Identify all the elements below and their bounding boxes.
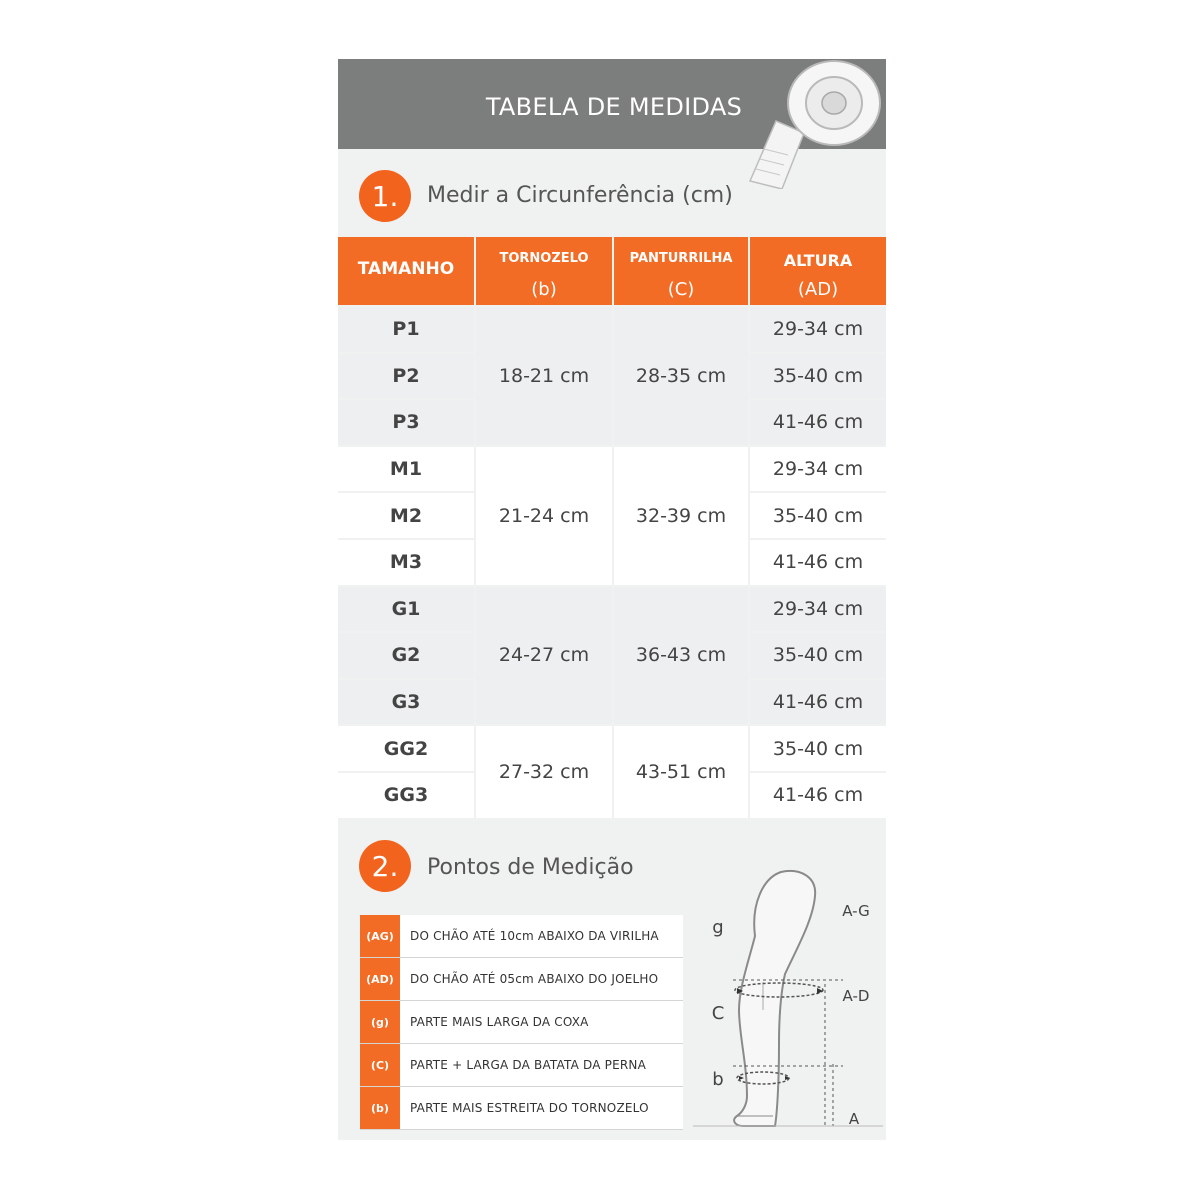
cell-size: G3: [338, 680, 474, 725]
step-2-badge: 2.: [359, 840, 411, 892]
cell-size: G1: [338, 587, 474, 632]
cell-altura: 41-46 cm: [750, 540, 886, 585]
step-1-badge: 1.: [359, 170, 411, 222]
legend-row-b: [360, 1087, 683, 1130]
cell-altura: 41-46 cm: [750, 773, 886, 818]
col-header-tamanho: TAMANHO: [338, 237, 474, 305]
col-header-panturrilha: PANTURRILHA (C): [614, 237, 748, 305]
legend-code: (b): [360, 1087, 400, 1129]
cell-altura: 35-40 cm: [750, 726, 886, 771]
cell-size: GG2: [338, 726, 474, 771]
legend-text: PARTE + LARGA DA BATATA DA PERNA: [410, 1058, 647, 1072]
cell-tornozelo: 27-32 cm: [476, 726, 612, 817]
cell-altura: 29-34 cm: [750, 587, 886, 632]
diagram-label-a: A: [848, 1110, 860, 1128]
legend-code: (AD): [360, 958, 400, 1000]
col-header-altura: ALTURA (AD): [750, 237, 886, 305]
cell-altura: 35-40 cm: [750, 354, 886, 399]
cell-tornozelo: 21-24 cm: [476, 447, 612, 585]
size-chart-card: [338, 59, 886, 1140]
diagram-label-ad: A-D: [842, 987, 870, 1005]
cell-tornozelo: 18-21 cm: [476, 307, 612, 445]
legend-code: (C): [360, 1044, 400, 1086]
diagram-label-c: C: [711, 1002, 725, 1024]
legend-text: DO CHÃO ATÉ 05cm ABAIXO DO JOELHO: [410, 972, 659, 986]
diagram-label-b: b: [712, 1068, 724, 1090]
cell-altura: 41-46 cm: [750, 680, 886, 725]
cell-altura: 35-40 cm: [750, 493, 886, 538]
legend-text: PARTE MAIS ESTREITA DO TORNOZELO: [410, 1101, 649, 1115]
legend-row-g: [360, 1001, 683, 1044]
cell-size: M2: [338, 493, 474, 538]
cell-size: P3: [338, 400, 474, 445]
legend-text: PARTE MAIS LARGA DA COXA: [410, 1015, 589, 1029]
diagram-label-ag: A-G: [842, 902, 870, 920]
cell-altura: 29-34 cm: [750, 307, 886, 352]
legend-row-c: [360, 1044, 683, 1087]
cell-size: M3: [338, 540, 474, 585]
cell-panturrilha: 36-43 cm: [614, 587, 748, 725]
cell-panturrilha: 28-35 cm: [614, 307, 748, 445]
cell-size: GG3: [338, 773, 474, 818]
cell-panturrilha: 32-39 cm: [614, 447, 748, 585]
cell-tornozelo: 24-27 cm: [476, 587, 612, 725]
legend-code: (AG): [360, 915, 400, 957]
cell-size: P1: [338, 307, 474, 352]
cell-altura: 35-40 cm: [750, 633, 886, 678]
cell-altura: 41-46 cm: [750, 400, 886, 445]
measuring-tape-icon: [742, 59, 886, 189]
legend-row-ad: [360, 958, 683, 1001]
cell-altura: 29-34 cm: [750, 447, 886, 492]
cell-panturrilha: 43-51 cm: [614, 726, 748, 817]
legend-text: DO CHÃO ATÉ 10cm ABAIXO DA VIRILHA: [410, 929, 659, 943]
diagram-label-g: g: [712, 916, 724, 938]
cell-size: P2: [338, 354, 474, 399]
cell-size: G2: [338, 633, 474, 678]
section-2-title: Pontos de Medição: [427, 855, 634, 880]
legend-code: (g): [360, 1001, 400, 1043]
legend-row-ag: [360, 915, 683, 958]
col-header-tornozelo: TORNOZELO (b): [476, 237, 612, 305]
section-1-title: Medir a Circunferência (cm): [427, 183, 733, 208]
cell-size: M1: [338, 447, 474, 492]
page-title: TABELA DE MEDIDAS: [485, 93, 743, 121]
